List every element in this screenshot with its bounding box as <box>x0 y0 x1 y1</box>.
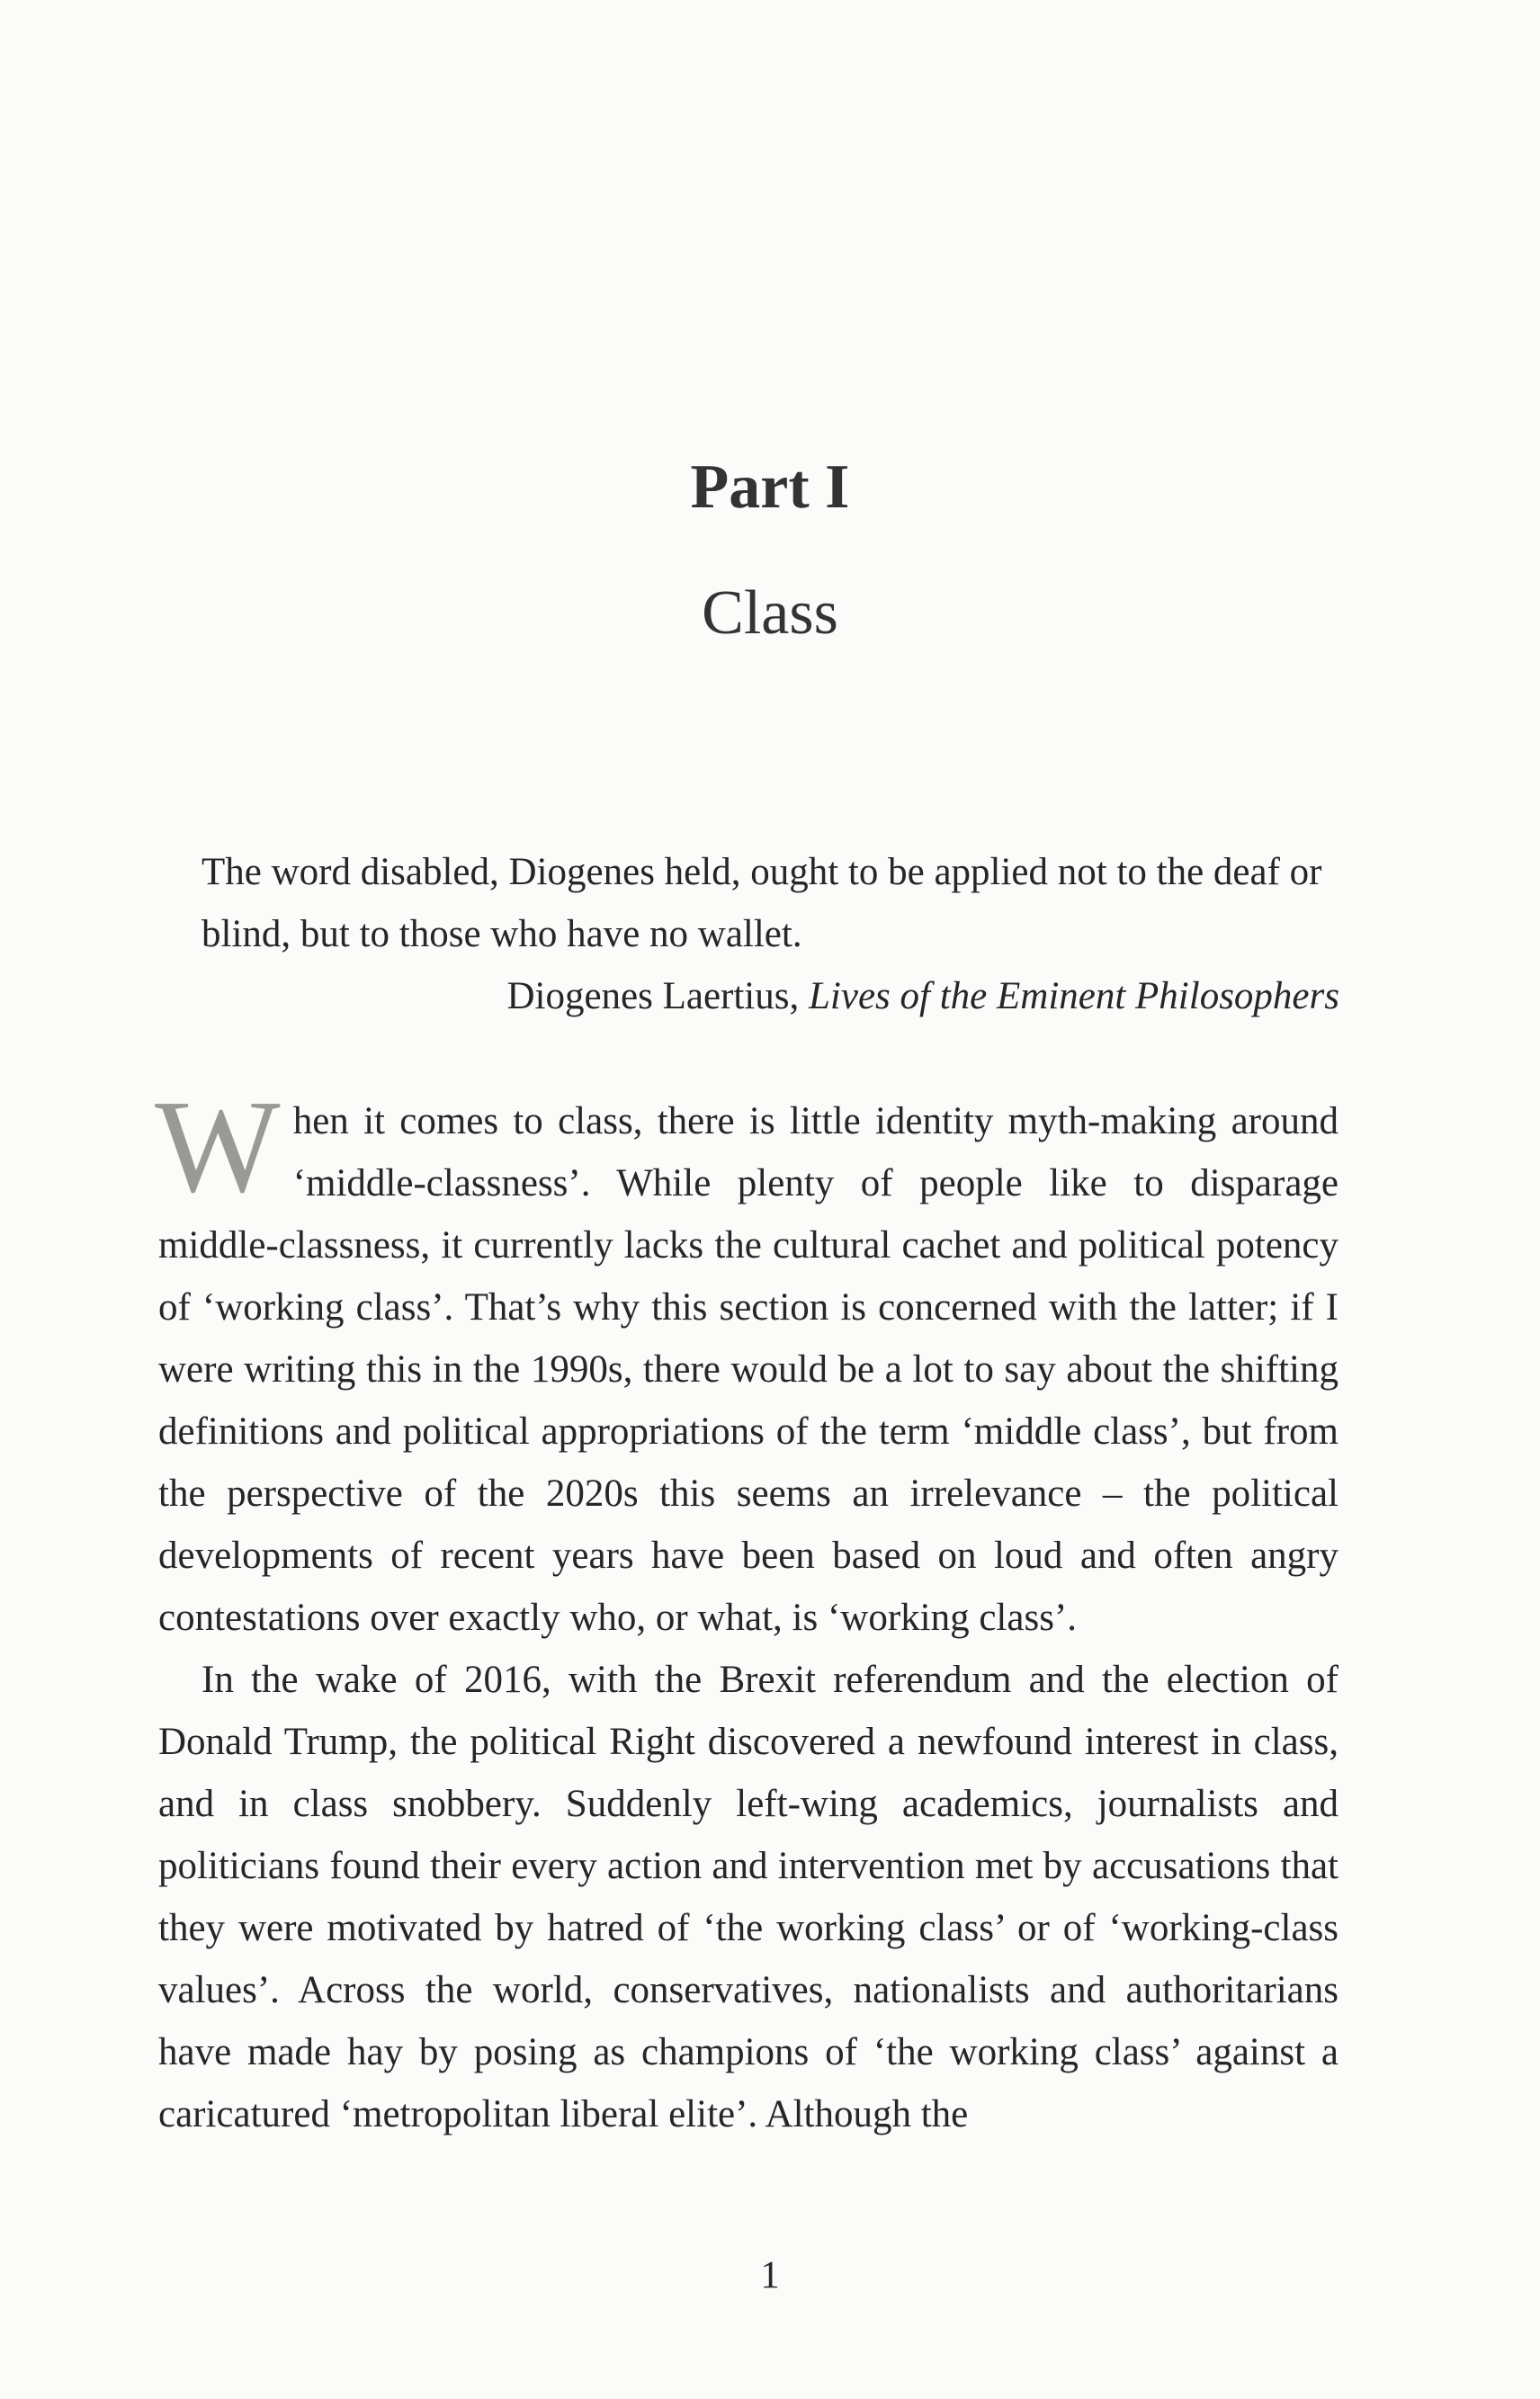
epigraph-attribution <box>201 965 1339 1027</box>
epigraph-text: The word disabled, Diogenes held, ought to be applied not to the deaf or blind, but to those who have no wallet. <box>201 851 1322 955</box>
part-label: Part I <box>690 452 850 522</box>
epigraph-work-title: Lives of the Eminent Philosophers <box>809 975 1339 1017</box>
page-number: 1 <box>760 2254 780 2296</box>
drop-cap: W <box>155 1073 281 1221</box>
paragraph-1 <box>155 1073 1339 1649</box>
paragraph-2: In the wake of 2016, with the Brexit referendum and the election of Donald Trump, the political Right discovered a newfound interest in class, and in class snobbery. Suddenly left-wing academics, journalists and politicians found their every action and intervention met by accusations that they were motivated by hatred of ‘the working class’ or of ‘working-class values’. Across the world, conservatives, nationalists and authoritarians have made hay by posing as champions of ‘the working class’ against a caricatured ‘metropolitan liberal elite’. Although the <box>158 1659 1339 2135</box>
epigraph-author: Diogenes Laertius, <box>506 975 809 1017</box>
body-text <box>155 1073 1339 2145</box>
part-title: Class <box>702 578 838 648</box>
epigraph <box>201 841 1339 1027</box>
paragraph-1-text: hen it comes to class, there is little identity myth-making around ‘middle-classness’. While plenty of people like to disparage middle-classness, it currently lacks the cultural cachet and political potency of ‘working class’. That’s why this section is concerned with the latter; if I were writing this in the 1990s, there would be a lot to say about the shifting definitions and political appropriations of the term ‘middle class’, but from the perspective of the 2020s this seems an irrelevance – the political developments of recent years have been based on loud and often angry contestations over exactly who, or what, is ‘working class’. <box>158 1100 1339 1639</box>
